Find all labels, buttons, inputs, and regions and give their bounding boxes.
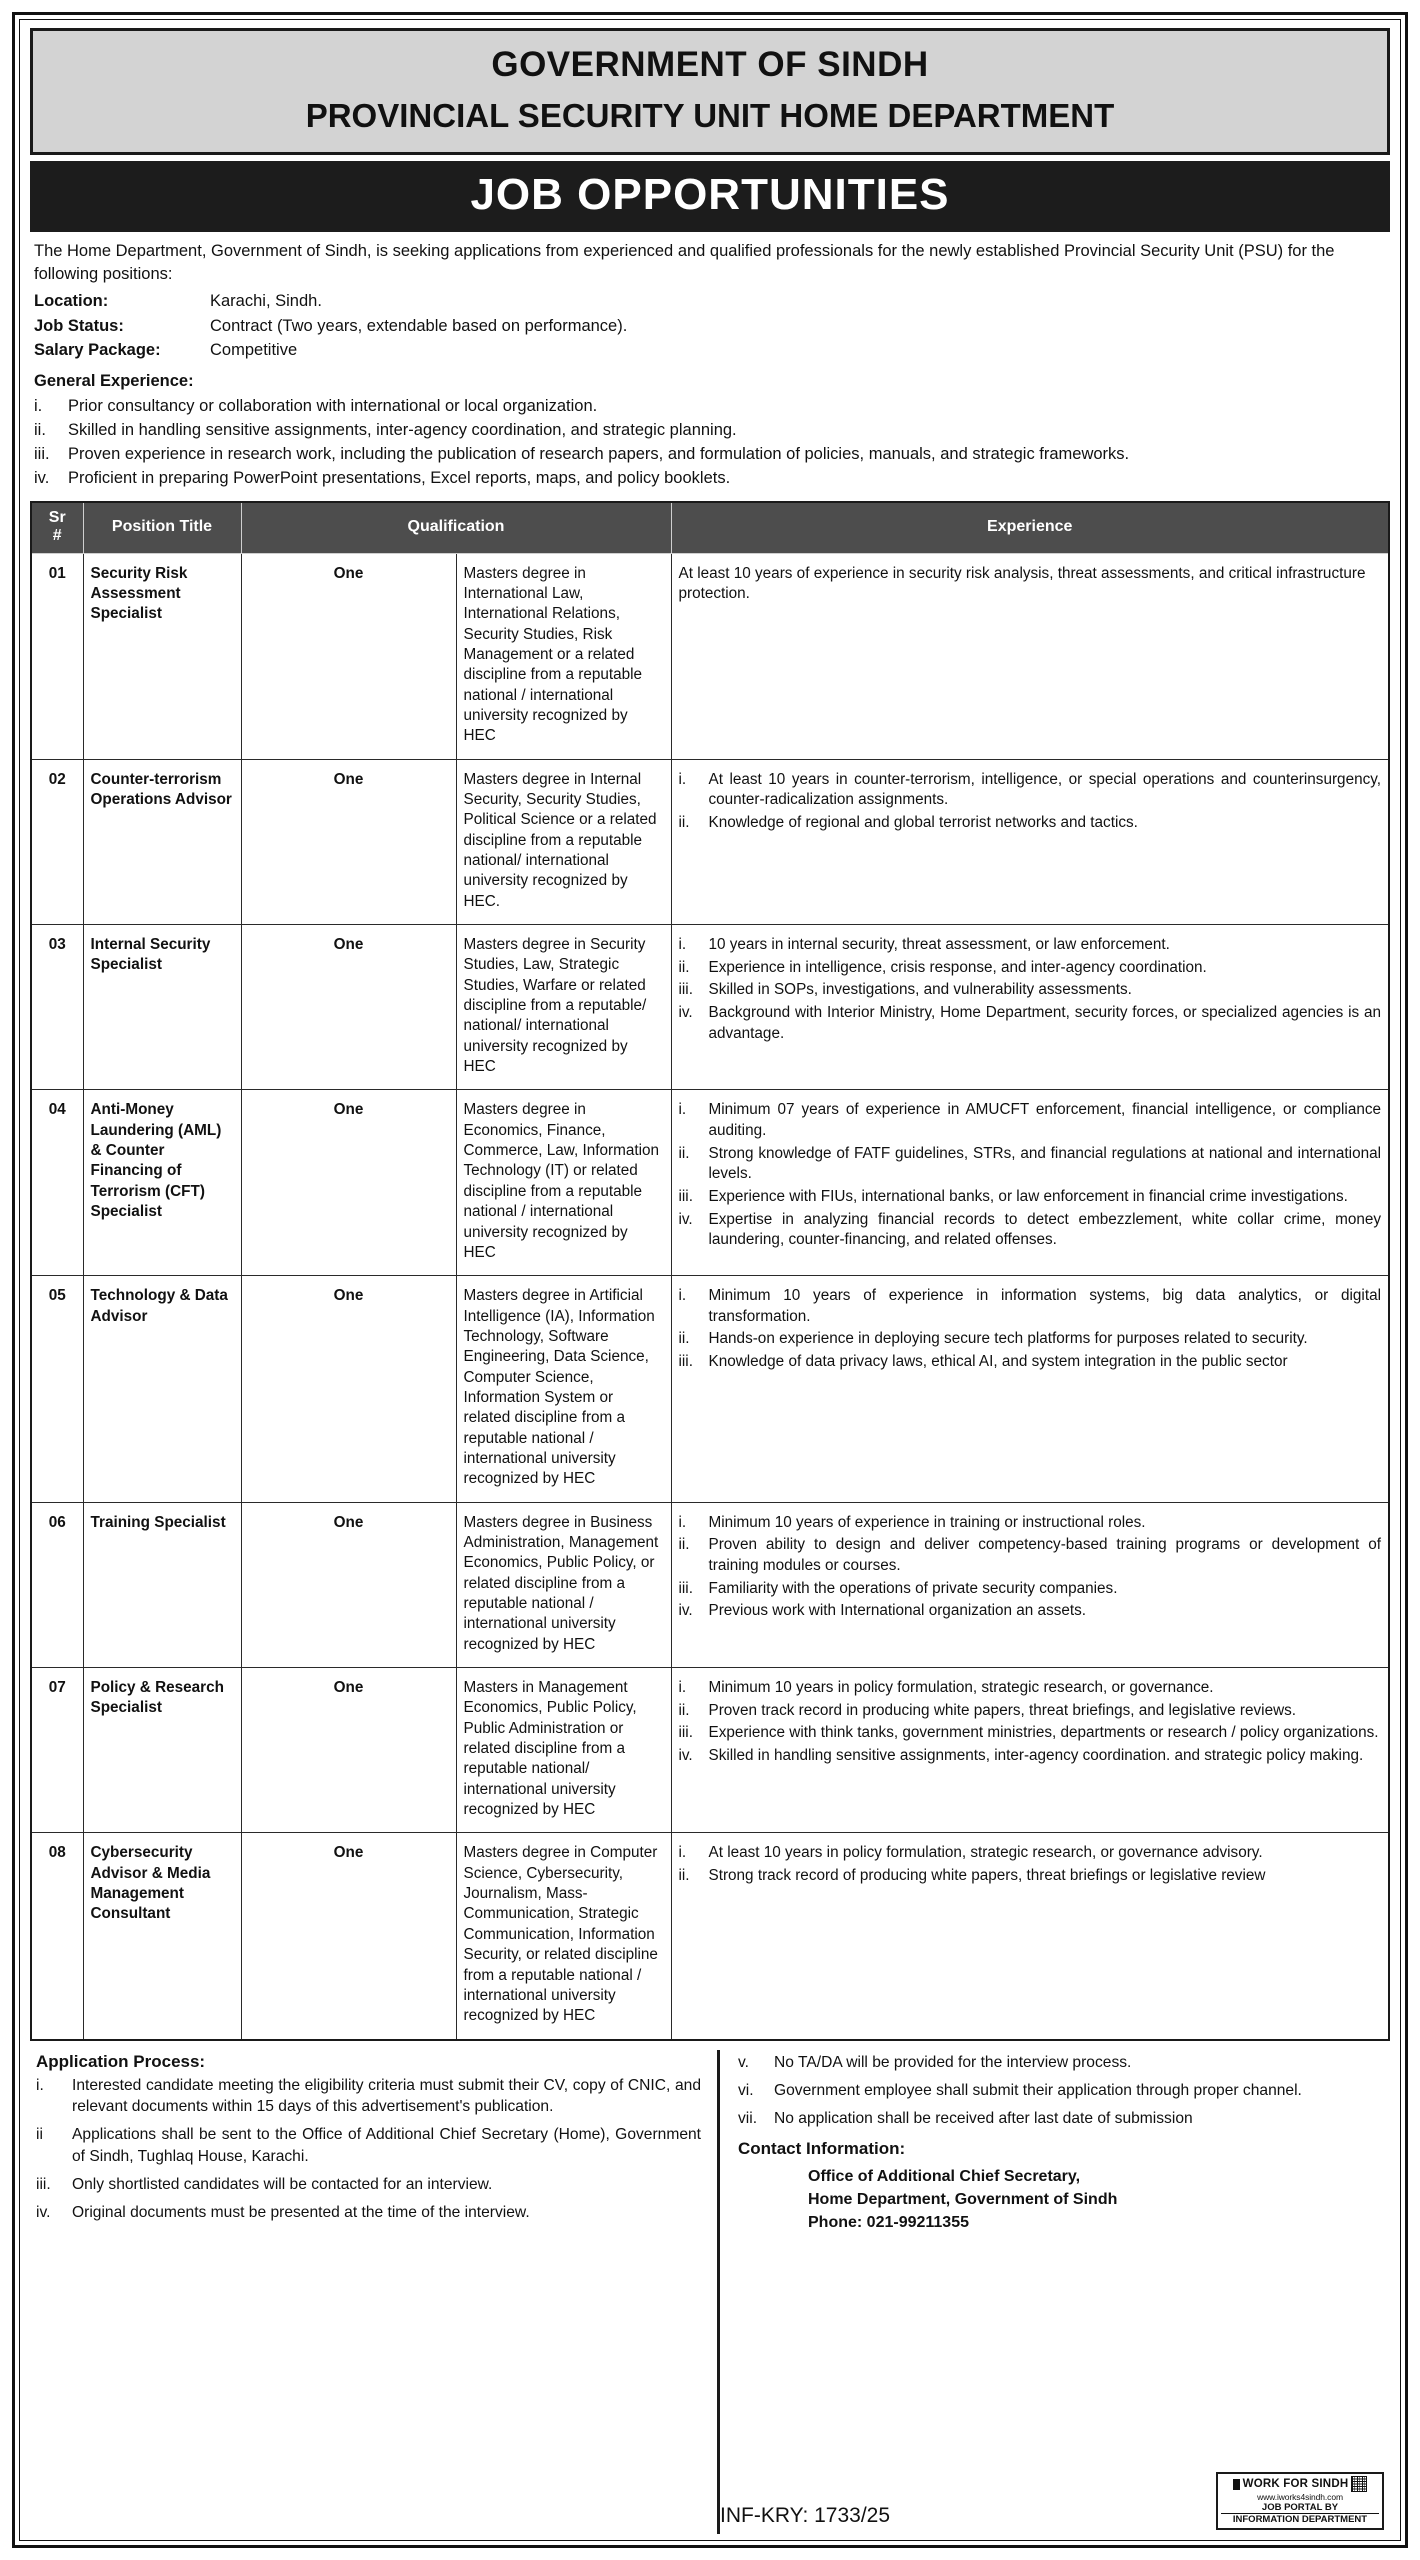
cell-experience <box>671 553 1389 759</box>
experience-item-text: Hands-on experience in deploying secure tech platforms for purposes related to security. <box>708 1330 1308 1348</box>
experience-item-text: Minimum 10 years of experience in training or instructional roles. <box>708 1513 1146 1531</box>
cell-experience <box>671 1668 1389 1833</box>
general-experience-title: General Experience: <box>34 371 194 390</box>
experience-item-text: Minimum 07 years of experience in AMUCFT enforcement, financial intelligence, or compliance auditing. <box>708 1101 1381 1140</box>
experience-item-marker: iii. <box>678 1579 693 1597</box>
application-process-item-marker: i. <box>36 2076 44 2094</box>
experience-item <box>679 1329 1382 1350</box>
application-process-title: Application Process: <box>36 2051 206 2071</box>
experience-list <box>679 1678 1382 1767</box>
application-process-item-text: Only shortlisted candidates will be contacted for an interview. <box>72 2175 493 2193</box>
experience-item-text: Skilled in handling sensitive assignments, inter-agency coordination. and strategic policy making. <box>708 1746 1364 1764</box>
cell-vacancy-count: One <box>241 1668 456 1833</box>
cell-qualification: Masters in Management Economics, Public Policy, Public Administration or related discipline from a reputable national/ international university recognized by HEC <box>456 1668 671 1833</box>
experience-item <box>679 1352 1382 1373</box>
field-job-status <box>34 315 1386 338</box>
experience-item-text: At least 10 years in policy formulation, strategic research, or governance advisory. <box>708 1844 1263 1862</box>
logo-portal-label: JOB PORTAL BY <box>1261 2502 1339 2513</box>
experience-item-text: 10 years in internal security, threat assessment, or law enforcement. <box>708 936 1170 954</box>
experience-item-text: Previous work with International organization an assets. <box>708 1602 1087 1620</box>
cell-position-title: Policy & Research Specialist <box>83 1668 241 1833</box>
contact-line-phone: Phone: 021-99211355 <box>808 2214 969 2231</box>
positions-table-head <box>31 502 1389 554</box>
application-process-item <box>738 2108 1386 2129</box>
cell-experience <box>671 925 1389 1090</box>
cell-qualification: Masters degree in Artificial Intelligence (IA), Information Technology, Software Engineering, Data Science, Computer Science, Information System or related discipline from a reputable national / international university recognized by HEC <box>456 1276 671 1502</box>
experience-item <box>679 1210 1382 1251</box>
experience-item-marker: iii. <box>678 981 693 999</box>
cell-qualification: Masters degree in Business Administration, Management Economics, Public Policy, or related discipline from a reputable national / international university recognized by HEC <box>456 1502 671 1667</box>
experience-item-text: Background with Interior Ministry, Home Department, security forces, or specialized agencies is an advantage. <box>708 1003 1381 1042</box>
work-for-sindh-logo <box>1216 2472 1384 2530</box>
contact-details <box>808 2165 1386 2235</box>
application-process-item-marker: iv. <box>36 2204 51 2222</box>
experience-item-text: Knowledge of data privacy laws, ethical AI, and system integration in the public sector <box>708 1353 1288 1371</box>
experience-item-marker: i. <box>678 1287 687 1305</box>
cell-qualification: Masters degree in Computer Science, Cybersecurity, Journalism, Mass-Communication, Strategic Communication, Information Security, or related discipline from a reputable national / international university recognized by HEC <box>456 1833 671 2040</box>
general-experience-item <box>34 395 1386 418</box>
cell-vacancy-count: One <box>241 1090 456 1276</box>
cell-sr: 03 <box>31 925 83 1090</box>
experience-item <box>679 813 1382 834</box>
government-header <box>30 28 1390 155</box>
experience-item-marker: iv. <box>678 1003 693 1021</box>
general-experience-item-marker: ii. <box>34 421 46 440</box>
cell-sr: 05 <box>31 1276 83 1502</box>
intro-lead: The Home Department, Government of Sindh, is seeking applications from experienced and qualified professionals for the newly established Provincial Security Unit (PSU) for the following positions: <box>34 241 1335 284</box>
cell-sr: 02 <box>31 759 83 924</box>
application-process-item <box>36 2174 701 2195</box>
cell-experience <box>671 1276 1389 1502</box>
experience-list <box>679 1513 1382 1622</box>
logo-top-row <box>1221 2476 1379 2492</box>
application-process-list <box>36 2075 701 2224</box>
cell-position-title: Technology & Data Advisor <box>83 1276 241 1502</box>
field-job-status-value: Contract (Two years, extendable based on performance). <box>210 316 628 335</box>
experience-item-marker: i. <box>678 1513 687 1531</box>
field-salary-label: Salary Package: <box>34 341 161 360</box>
cell-qualification: Masters degree in Internal Security, Security Studies, Political Science or a related discipline from a reputable national/ international university recognized by HEC. <box>456 759 671 924</box>
application-process-item-text: No TA/DA will be provided for the interview process. <box>774 2053 1132 2071</box>
experience-item-marker: ii. <box>678 1536 690 1554</box>
experience-item-text: Expertise in analyzing financial records to detect embezzlement, white collar crime, money laundering, counter-financing, and related offenses. <box>708 1210 1381 1249</box>
contact-line-office: Office of Additional Chief Secretary, <box>808 2167 1081 2185</box>
experience-item-text: Strong knowledge of FATF guidelines, STRs, and financial regulations at national and international levels. <box>708 1144 1381 1183</box>
experience-item-marker: ii. <box>678 813 690 831</box>
experience-item-marker: iv. <box>678 1602 693 1620</box>
experience-list <box>679 1843 1382 1886</box>
experience-item <box>679 958 1382 979</box>
col-header-qualification: Qualification <box>241 502 671 554</box>
experience-item-marker: iii. <box>678 1724 693 1742</box>
field-salary-package <box>34 339 1386 362</box>
experience-item-marker: i. <box>678 936 687 954</box>
inner-border <box>19 19 1401 2541</box>
col-header-sr-label: Sr # <box>48 508 66 544</box>
cell-experience <box>671 759 1389 924</box>
experience-item-marker: i. <box>678 1844 687 1862</box>
cell-sr: 04 <box>31 1090 83 1276</box>
experience-item-marker: iii. <box>678 1188 693 1206</box>
footer-section <box>30 2050 1390 2534</box>
experience-item-text: Experience with FIUs, international banks, or law enforcement in financial crime investigations. <box>708 1188 1348 1206</box>
col-header-position: Position Title <box>83 502 241 554</box>
cell-position-title: Cybersecurity Advisor & Media Management Consultant <box>83 1833 241 2040</box>
experience-item-text: Proven ability to design and deliver competency-based training programs or development of training modules or courses. <box>708 1536 1381 1574</box>
experience-item <box>679 980 1382 1001</box>
col-header-sr <box>31 502 83 554</box>
cell-position-title: Internal Security Specialist <box>83 925 241 1090</box>
experience-item <box>679 1843 1382 1864</box>
general-experience-item <box>34 443 1386 466</box>
cell-sr: 08 <box>31 1833 83 2040</box>
experience-item <box>679 1579 1382 1600</box>
logo-website: www.iworks4sindh.com <box>1257 2492 1343 2502</box>
experience-item-marker: ii. <box>678 958 690 976</box>
experience-item-marker: i. <box>678 1679 687 1697</box>
cell-position-title: Anti-Money Laundering (AML) & Counter Financing of Terrorism (CFT) Specialist <box>83 1090 241 1276</box>
experience-item <box>679 1003 1382 1044</box>
logo-department-label: INFORMATION DEPARTMENT <box>1221 2513 1379 2525</box>
application-process-item-marker: vii. <box>738 2110 758 2128</box>
experience-item-text: Experience with think tanks, government ministries, departments or research / policy organizations. <box>708 1724 1379 1742</box>
experience-item-marker: i. <box>678 770 687 788</box>
experience-item-marker: ii. <box>678 1144 690 1162</box>
cell-qualification: Masters degree in Economics, Finance, Commerce, Law, Information Technology (IT) or related discipline from a reputable national / international university recognized by HEC <box>456 1090 671 1276</box>
application-process-list-continued <box>738 2052 1386 2130</box>
application-process-item <box>738 2080 1386 2101</box>
experience-item <box>679 1286 1382 1327</box>
general-experience-item-text: Proven experience in research work, including the publication of research papers, and formulation of policies, manuals, and strategic frameworks. <box>68 445 1130 464</box>
experience-item-marker: ii. <box>678 1330 690 1348</box>
cell-experience <box>671 1090 1389 1276</box>
application-process-item-text: No application shall be received after last date of submission <box>774 2110 1193 2128</box>
table-row <box>31 1090 1389 1276</box>
general-experience-item-text: Skilled in handling sensitive assignments, inter-agency coordination, and strategic planning. <box>68 421 737 440</box>
experience-list <box>679 935 1382 1044</box>
field-location <box>34 290 1386 313</box>
experience-list <box>679 1100 1382 1250</box>
experience-item-text: Familiarity with the operations of private security companies. <box>708 1579 1118 1597</box>
general-experience-item-marker: iii. <box>34 445 50 464</box>
experience-item-marker: ii. <box>678 1867 690 1885</box>
application-process-item-text: Original documents must be presented at the time of the interview. <box>72 2204 530 2222</box>
contact-line-department: Home Department, Government of Sindh <box>808 2190 1118 2208</box>
general-experience-item-marker: i. <box>34 397 43 416</box>
cell-experience <box>671 1502 1389 1667</box>
application-process-item-marker: v. <box>738 2053 749 2071</box>
general-experience-item-text: Proficient in preparing PowerPoint presentations, Excel reports, maps, and policy booklets. <box>68 469 731 488</box>
cell-sr: 07 <box>31 1668 83 1833</box>
table-row <box>31 1668 1389 1833</box>
flag-icon <box>1233 2479 1240 2490</box>
experience-item-text: Strong track record of producing white papers, threat briefings or legislative review <box>708 1867 1266 1885</box>
application-process-item-marker: vi. <box>738 2081 754 2099</box>
positions-table <box>30 501 1390 2041</box>
field-salary-value: Competitive <box>210 341 298 360</box>
table-row <box>31 1502 1389 1667</box>
job-opportunities-banner: JOB OPPORTUNITIES <box>30 161 1390 232</box>
table-row <box>31 1833 1389 2040</box>
application-process-item-text: Applications shall be sent to the Office of Additional Chief Secretary (Home), Government of Sindh, Tughlaq House, Karachi. <box>72 2126 701 2165</box>
experience-item-marker: i. <box>678 1101 687 1119</box>
table-row <box>31 759 1389 924</box>
department-title: PROVINCIAL SECURITY UNIT HOME DEPARTMENT <box>305 96 1115 134</box>
cell-qualification: Masters degree in International Law, International Relations, Security Studies, Risk Management or a related discipline from a reputable national / international university recognized by HEC <box>456 553 671 759</box>
experience-item <box>679 1535 1382 1576</box>
application-process-column <box>30 2050 720 2534</box>
experience-item <box>679 1601 1382 1622</box>
experience-item-text: Minimum 10 years in policy formulation, strategic research, or governance. <box>708 1679 1214 1697</box>
contact-information-title: Contact Information: <box>738 2138 906 2158</box>
cell-qualification: Masters degree in Security Studies, Law, Strategic Studies, Warfare or related discipline from a reputable/ national/ international university recognized by HEC <box>456 925 671 1090</box>
application-process-item-text: Government employee shall submit their application through proper channel. <box>774 2081 1302 2099</box>
experience-item <box>679 1144 1382 1185</box>
experience-item-marker: iv. <box>678 1210 693 1228</box>
general-experience-item <box>34 419 1386 442</box>
table-row <box>31 1276 1389 1502</box>
experience-item <box>679 770 1382 811</box>
cell-vacancy-count: One <box>241 759 456 924</box>
cell-vacancy-count: One <box>241 1502 456 1667</box>
experience-item-text: Skilled in SOPs, investigations, and vulnerability assessments. <box>708 981 1132 999</box>
experience-item <box>679 1100 1382 1141</box>
intro-section <box>30 240 1390 492</box>
cell-sr: 01 <box>31 553 83 759</box>
application-process-item <box>738 2052 1386 2073</box>
cell-position-title: Counter-terrorism Operations Advisor <box>83 759 241 924</box>
experience-item-text: Knowledge of regional and global terrorist networks and tactics. <box>708 813 1138 831</box>
positions-table-body <box>31 553 1389 2040</box>
inf-reference-code: INF-KRY: 1733/25 <box>720 2504 891 2527</box>
experience-item-marker: iii. <box>678 1353 693 1371</box>
cell-vacancy-count: One <box>241 925 456 1090</box>
experience-item-text: Experience in intelligence, crisis response, and inter-agency coordination. <box>708 958 1207 976</box>
cell-position-title: Training Specialist <box>83 1502 241 1667</box>
qr-code-icon <box>1351 2476 1367 2492</box>
general-experience-item-marker: iv. <box>34 469 50 488</box>
experience-text: At least 10 years of experience in security risk analysis, threat assessments, and critical infrastructure protection. <box>678 564 1366 602</box>
experience-item <box>679 1513 1382 1534</box>
application-process-item <box>36 2124 701 2167</box>
general-experience-item <box>34 467 1386 490</box>
cell-position-title: Security Risk Assessment Specialist <box>83 553 241 759</box>
table-row <box>31 553 1389 759</box>
cell-vacancy-count: One <box>241 1276 456 1502</box>
experience-item-marker: iv. <box>678 1746 693 1764</box>
cell-vacancy-count: One <box>241 1833 456 2040</box>
experience-list <box>679 770 1382 834</box>
government-title: GOVERNMENT OF SINDH <box>491 45 929 84</box>
application-process-item <box>36 2075 701 2118</box>
logo-title: WORK FOR SINDH <box>1242 2478 1349 2490</box>
experience-item <box>679 1678 1382 1699</box>
experience-item-text: Proven track record in producing white papers, threat briefings, and legislative reviews. <box>708 1701 1297 1719</box>
general-experience-list <box>34 395 1386 490</box>
field-location-label: Location: <box>34 292 109 311</box>
experience-item <box>679 1746 1382 1767</box>
experience-item <box>679 935 1382 956</box>
application-process-item-marker: iii. <box>36 2175 51 2193</box>
table-header-row <box>31 502 1389 554</box>
cell-experience <box>671 1833 1389 2040</box>
contact-column <box>720 2050 1390 2534</box>
experience-item <box>679 1866 1382 1887</box>
experience-item <box>679 1187 1382 1208</box>
field-location-value: Karachi, Sindh. <box>210 292 322 311</box>
application-process-item-marker: ii <box>36 2126 43 2144</box>
col-header-experience: Experience <box>671 502 1389 554</box>
experience-item <box>679 1701 1382 1722</box>
experience-item-text: At least 10 years in counter-terrorism, intelligence, or special operations and counterinsurgency, counter-radicalization assignments. <box>708 770 1381 809</box>
outer-border <box>12 12 1408 2548</box>
table-row <box>31 925 1389 1090</box>
field-job-status-label: Job Status: <box>34 316 124 335</box>
general-experience-item-text: Prior consultancy or collaboration with international or local organization. <box>68 397 598 416</box>
application-process-item-text: Interested candidate meeting the eligibility criteria must submit their CV, copy of CNIC, and relevant documents within 15 days of this advertisement's publication. <box>72 2076 701 2115</box>
application-process-item <box>36 2202 701 2223</box>
experience-list <box>679 1286 1382 1373</box>
experience-item <box>679 1723 1382 1744</box>
experience-item-marker: ii. <box>678 1701 690 1719</box>
cell-sr: 06 <box>31 1502 83 1667</box>
experience-item-text: Minimum 10 years of experience in information systems, big data analytics, or digital transformation. <box>708 1287 1381 1325</box>
cell-vacancy-count: One <box>241 553 456 759</box>
